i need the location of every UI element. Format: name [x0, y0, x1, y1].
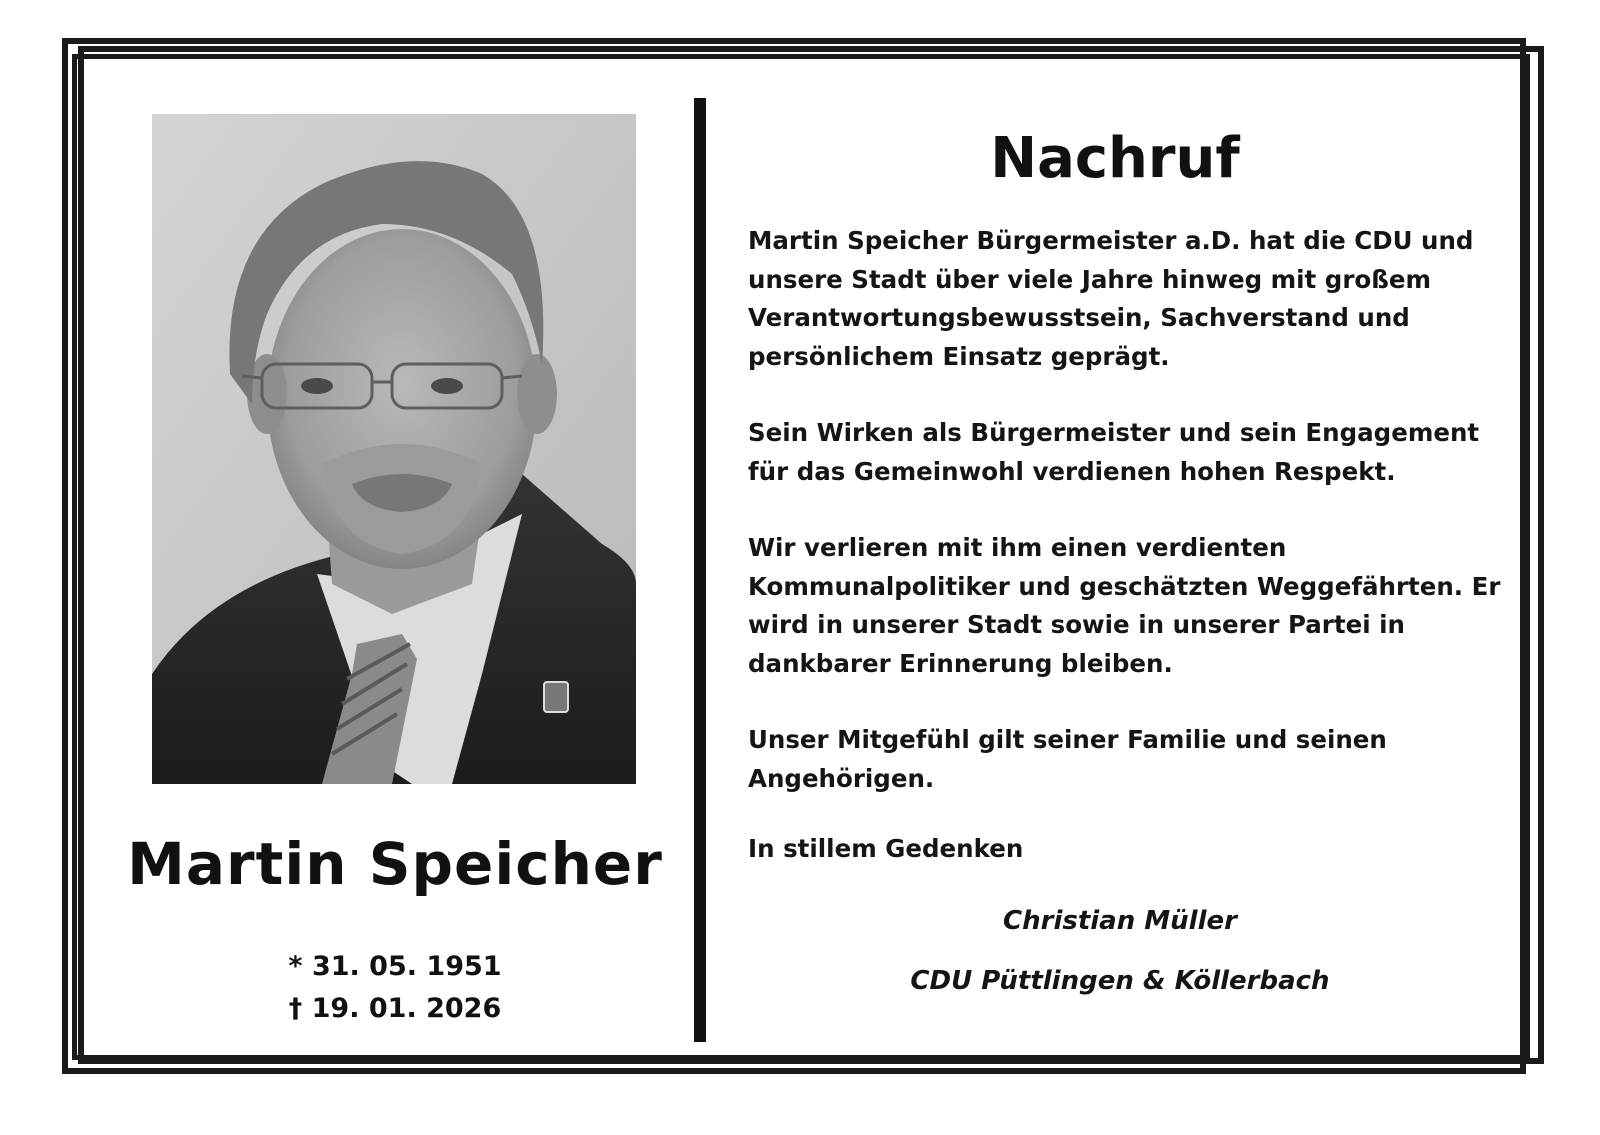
birth-date: * 31. 05. 1951 [288, 951, 502, 982]
death-date: † 19. 01. 2026 [288, 993, 502, 1024]
life-dates [120, 946, 670, 1030]
portrait-photo [152, 114, 636, 784]
organization-name: CDU Püttlingen & Köllerbach [910, 966, 1330, 996]
deceased-name: Martin Speicher [127, 830, 663, 898]
signer-name: Christian Müller [1003, 906, 1237, 936]
obituary-paragraph: Martin Speicher Bürgermeister a.D. hat die CDU und unsere Stadt über viele Jahre hinweg mit großem Verantwortungsbewusstsein, Sachverstand und persönlichem Einsatz geprägt. [748, 226, 1474, 371]
obituary-body [748, 222, 1508, 836]
obituary-paragraph: Wir verlieren mit ihm einen verdienten Kommunalpolitiker und geschätzten Weggefährten. Er wird in unserer Stadt sowie in unserer Partei in dankbarer Erinnerung bleiben. [748, 533, 1501, 678]
obituary-paragraph: Sein Wirken als Bürgermeister und sein Engagement für das Gemeinwohl verdienen hohen Respekt. [748, 418, 1480, 486]
obituary-heading: Nachruf [990, 126, 1240, 191]
closing-phrase: In stillem Gedenken [748, 834, 1024, 863]
obituary-paragraph: Unser Mitgefühl gilt seiner Familie und seinen Angehörigen. [748, 725, 1387, 793]
vertical-divider [694, 98, 706, 1042]
